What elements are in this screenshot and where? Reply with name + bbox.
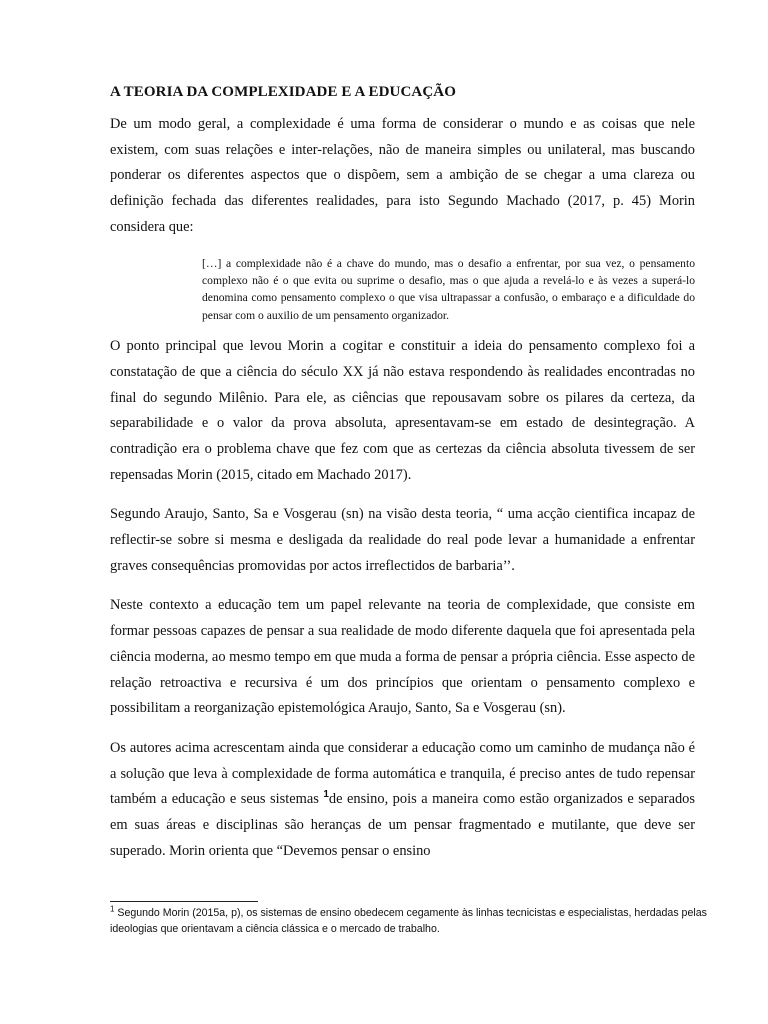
footnote-separator [110,901,258,902]
paragraph-morin-origin: O ponto principal que levou Morin a cogitar e constituir a ideia do pensamento complexo foi a constatação de que a ciência do século XX já não estava respondendo às realidades encontradas no final do segundo Milênio. Para ele, as ciências que repousavam sobre os pilares da certeza, da separabilidade e o valor da prova absoluta, apresentavam-se em estado de desintegração. A contradição era o problema chave que fez com que as certezas da ciência absoluta tivessem de ser repensadas Morin (2015, citado em Machado 2017). [110,338,695,483]
block-quote: […] a complexidade não é a chave do mundo, mas o desafio a enfrentar, por sua vez, o pensamento complexo não é o que evita ou suprime o desafio, mas o que ajuda a revelá-lo e às vezes a superá-lo denomina como pensamento complexo o que visa ultrapassar a confusão, o embaraço e a dificuldade do pensar com o auxilio de um pensamento organizador. [202,256,695,322]
footnote-text: Segundo Morin (2015a, p), os sistemas de ensino obedecem cegamente às linhas tecnicistas e especialistas, herdadas pelas ideologias que orientavam a ciência clássica e o mercado de trabalho. [110,907,707,935]
paragraph-authors-add-part-2: de ensino, pois a maneira como estão organizados e separados em suas áreas e disciplinas são heranças de um pensar fragmentado e mutilante, que deve ser superado. Morin orienta que “Devemos pensar o ensino [110,791,695,859]
document-page [110,82,695,881]
paragraph-authors-add [110,736,695,865]
paragraph-intro: De um modo geral, a complexidade é uma forma de considerar o mundo e as coisas que nele existem, com suas relações e inter-relações, não de maneira simples ou unilateral, mas buscando ponderar os diferentes aspectos que o dispõem, sem a ambição de se chegar a uma clareza ou definição fechada das diferentes realidades, para isto Segundo Machado (2017, p. 45) Morin considera que: [110,116,695,235]
footnote [110,906,710,937]
document-title: A TEORIA DA COMPLEXIDADE E A EDUCAÇÃO [110,84,456,100]
paragraph-authors-add-part-1: Os autores acima acrescentam ainda que considerar a educação como um caminho de mudança não é a solução que leva à complexidade de forma automática e tranquila, é preciso antes de tudo repensar também a educação e seus sistemas [110,739,695,808]
footnote-reference[interactable]: 1 [323,789,329,801]
paragraph-araujo-citation: Segundo Araujo, Santo, Sa e Vosgerau (sn) na visão desta teoria, “ uma acção cientifica incapaz de reflectir-se sobre si mesma e desligada da realidade do real pode levar a humanidade a enfrentar graves consequências promovidas por actos irreflectidos de barbaria’’. [110,506,695,574]
footnote-number: 1 [110,904,115,914]
paragraph-education-context: Neste contexto a educação tem um papel relevante na teoria de complexidade, que consiste em formar pessoas capazes de pensar a sua realidade de modo diferente daquela que foi apresentada pela ciência moderna, ao mesmo tempo em que muda a forma de pensar a própria ciência. Esse aspecto de relação retroactiva e recursiva é um dos princípios que orientam o pensamento complexo e possibilitam a reorganização epistemológica Araujo, Santo, Sa e Vosgerau (sn). [110,597,695,717]
